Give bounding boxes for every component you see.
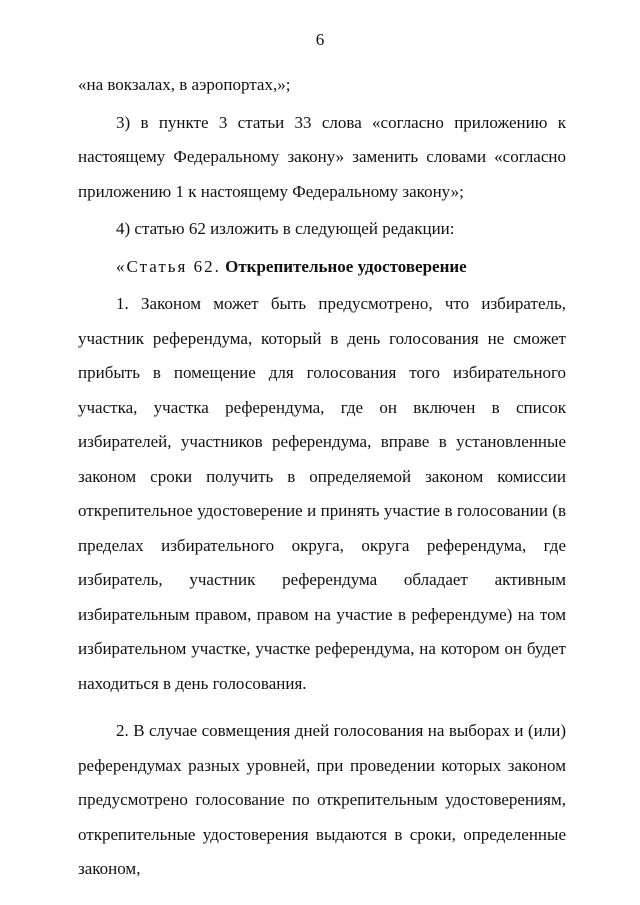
article-title: Открепительное удостоверение	[225, 256, 467, 276]
paragraph-quote-stations: «на вокзалах, в аэропортах,»;	[78, 75, 291, 94]
article-number: «Статья 62.	[116, 256, 221, 276]
page-number: 6	[315, 30, 325, 49]
paragraph-article-part-2: 2. В случае совмещения дней голосования на выборах и (или) референдумах разных уровней, при проведении которых законом предусмотрено голосование по открепительным удостоверениям, открепительные удостоверения выдаются в сроки, определенные законом,	[78, 721, 566, 878]
document-body	[78, 68, 566, 887]
paragraph-item-4: 4) статью 62 изложить в следующей редакции:	[116, 219, 455, 238]
paragraph-item-3: 3) в пункте 3 статьи 33 слова «согласно приложению к настоящему Федеральному закону» заменить словами «согласно приложению 1 к настоящему Федеральному закону»;	[78, 112, 566, 201]
paragraph-article-part-1: 1. Законом может быть предусмотрено, что избиратель, участник референдума, который в день голосования не сможет прибыть в помещение для голосования того избирательного участка, участка референдума, где он включен в список избирателей, участников референдума, вправе в установленные законом сроки получить в определяемой законом комиссии открепительное удостоверение и принять участие в голосовании (в пределах избирательного округа, округа референдума, где избиратель, участник референдума обладает активным избирательным правом, правом на участие в референдуме) на том избирательном участке, участке референдума, на котором он будет находиться в день голосования.	[78, 294, 566, 693]
article-heading	[78, 250, 566, 285]
